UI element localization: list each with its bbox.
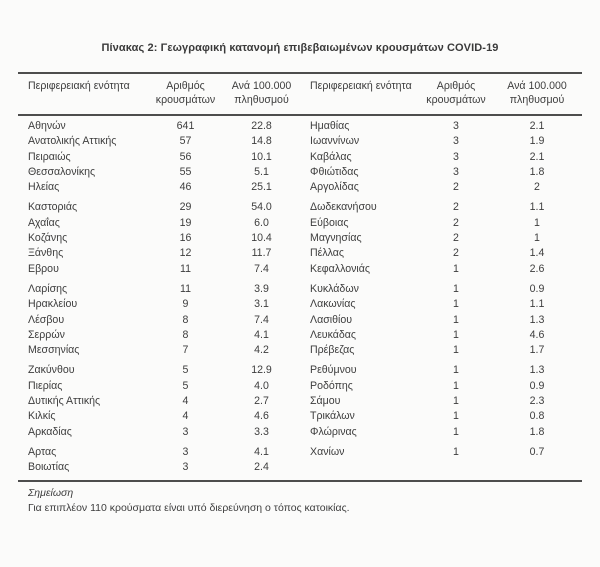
region-cell: Ξάνθης (28, 247, 64, 260)
table-row (18, 425, 582, 440)
table-row (18, 379, 582, 394)
cases-cell: 1 (453, 344, 459, 357)
per100k-cell: 3.9 (254, 282, 269, 295)
region-cell: Μαγνησίας (310, 232, 362, 245)
region-cell: Καστοριάς (28, 201, 78, 214)
header-cases-right-line2: κρουσμάτων (426, 93, 486, 106)
cases-cell: 29 (179, 201, 192, 214)
header-region-right: Περιφερειακή ενότητα (310, 80, 412, 92)
table-row (18, 297, 582, 312)
table-row (18, 246, 582, 261)
table-row (18, 180, 582, 195)
per100k-cell: 7.4 (254, 262, 269, 275)
table-row (18, 313, 582, 328)
cases-cell: 5 (182, 379, 189, 392)
cases-cell: 4 (182, 410, 189, 423)
cases-cell: 3 (453, 165, 459, 178)
cases-cell: 2 (453, 247, 459, 260)
per100k-cell: 1.4 (529, 247, 545, 260)
cases-cell: 11 (180, 262, 191, 275)
region-cell: Πειραιώς (28, 150, 71, 163)
cases-cell: 1 (453, 364, 459, 377)
cases-cell: 1 (453, 282, 459, 295)
note-section (18, 482, 582, 516)
note-label: Σημείωση (28, 486, 74, 499)
row-group (18, 200, 582, 276)
table-row (18, 409, 582, 424)
region-cell: Καβάλας (310, 150, 352, 163)
region-cell: Κοζάνης (28, 232, 68, 245)
per100k-cell: 2.6 (529, 262, 545, 275)
region-cell: Λέσβου (28, 313, 65, 326)
table-body (18, 116, 582, 482)
per100k-cell: 1.9 (529, 135, 545, 148)
region-cell: Αργολίδας (310, 181, 359, 194)
region-cell: Σερρών (28, 328, 65, 341)
row-group (18, 445, 582, 476)
cases-cell: 1 (453, 379, 459, 392)
cases-cell: 7 (182, 344, 189, 357)
cases-cell: 3 (182, 461, 189, 474)
covid-region-table (18, 72, 582, 516)
per100k-cell: 2.1 (529, 150, 545, 163)
per100k-cell: 2.7 (254, 395, 269, 408)
table-row (18, 134, 582, 149)
header-per100k-right (492, 80, 582, 107)
region-cell: Φλώρινας (310, 425, 357, 438)
table-row (18, 119, 582, 134)
region-cell: Ζακύνθου (28, 364, 75, 377)
per100k-cell: 4.1 (254, 328, 269, 341)
table-row (18, 216, 582, 231)
header-region-left: Περιφερειακή ενότητα (28, 80, 130, 92)
cases-cell: 3 (453, 120, 459, 132)
per100k-cell: 12.9 (251, 364, 272, 377)
per100k-cell: 6.0 (254, 216, 269, 229)
cases-cell: 1 (453, 395, 459, 408)
row-group (18, 282, 582, 358)
per100k-cell: 1.1 (529, 201, 545, 214)
cases-cell: 3 (182, 425, 189, 438)
per100k-cell: 2.3 (529, 395, 545, 408)
table-row (18, 343, 582, 358)
cases-cell: 11 (180, 282, 191, 295)
table-row (18, 282, 582, 297)
per100k-cell: 0.8 (529, 410, 545, 423)
header-cases-right (420, 80, 492, 107)
per100k-cell: 3.3 (254, 425, 269, 438)
region-cell: Θεσσαλονίκης (28, 165, 96, 178)
region-cell: Ροδόπης (310, 379, 353, 392)
table-row (18, 363, 582, 378)
row-group (18, 363, 582, 439)
table-row (18, 231, 582, 246)
cases-cell: 1 (453, 410, 459, 423)
region-cell: Ηλείας (28, 181, 60, 194)
per100k-cell: 1.8 (529, 425, 545, 438)
cases-cell: 3 (453, 150, 459, 163)
cases-cell: 46 (179, 181, 192, 194)
header-cases-left (148, 80, 223, 107)
cases-cell: 56 (179, 150, 192, 163)
cases-cell: 2 (453, 181, 459, 194)
region-cell: Αρκαδίας (28, 425, 72, 438)
table-row (18, 165, 582, 180)
region-cell: Ηρακλείου (28, 298, 78, 311)
per100k-cell: 11.7 (251, 247, 272, 260)
per100k-cell: 7.4 (254, 313, 269, 326)
cases-cell: 3 (182, 445, 189, 458)
region-cell: Λευκάδας (310, 328, 357, 341)
region-cell: Δωδεκανήσου (310, 201, 377, 214)
region-cell: Κιλκίς (28, 410, 56, 423)
per100k-cell: 1.3 (529, 313, 545, 326)
region-cell: Χανίων (310, 445, 345, 458)
per100k-cell: 1 (534, 232, 540, 245)
header-cases-left-line2: κρουσμάτων (155, 93, 216, 106)
region-cell: Εύβοιας (310, 216, 349, 229)
cases-cell: 19 (179, 216, 192, 229)
cases-cell: 2 (453, 232, 459, 245)
per100k-cell: 10.4 (251, 232, 272, 245)
per100k-cell: 10.1 (251, 150, 272, 163)
header-cases-left-line1: Αριθμός (166, 80, 205, 92)
per100k-cell: 3.1 (254, 298, 269, 311)
cases-cell: 8 (182, 328, 189, 341)
header-per100k-left-line2: πληθυσμού (234, 93, 289, 106)
region-cell: Σάμου (310, 395, 341, 408)
header-per100k-left-line1: Ανά 100.000 (231, 80, 292, 92)
region-cell: Λακωνίας (310, 298, 356, 311)
table-row (18, 150, 582, 165)
cases-cell: 3 (453, 135, 459, 148)
per100k-cell: 4.2 (254, 344, 269, 357)
table-row (18, 200, 582, 215)
region-cell: Αθηνών (28, 120, 66, 132)
header-per100k-right-line1: Ανά 100.000 (507, 80, 567, 92)
table-row (18, 445, 582, 460)
cases-cell: 1 (453, 298, 459, 311)
region-cell: Ανατολικής Αττικής (28, 135, 117, 148)
per100k-cell: 0.7 (529, 445, 545, 458)
per100k-cell: 1 (534, 216, 540, 229)
region-cell: Βοιωτίας (28, 461, 70, 474)
per100k-cell: 22.8 (251, 120, 272, 132)
cases-cell: 1 (453, 445, 459, 458)
cases-cell: 2 (453, 216, 459, 229)
per100k-cell: 1.7 (529, 344, 545, 357)
cases-cell: 9 (182, 298, 189, 311)
region-cell: Ιωαννίνων (310, 135, 360, 148)
table-row (18, 460, 582, 475)
table-row (18, 328, 582, 343)
header-cases-right-line1: Αριθμός (436, 80, 476, 92)
cases-cell: 16 (179, 232, 192, 245)
region-cell: Ρεθύμνου (310, 364, 357, 377)
region-cell: Λασιθίου (310, 313, 353, 326)
per100k-cell: 4.0 (254, 379, 269, 392)
header-per100k-right-line2: πληθυσμού (509, 93, 565, 106)
region-cell: Δυτικής Αττικής (28, 395, 101, 408)
cases-cell: 2 (453, 201, 459, 214)
cases-cell: 1 (453, 425, 459, 438)
cases-cell: 57 (179, 135, 192, 148)
region-cell: Πέλλας (310, 247, 345, 260)
cases-cell: 1 (453, 262, 459, 275)
per100k-cell: 1.1 (529, 298, 545, 311)
per100k-cell: 5.1 (254, 165, 269, 178)
region-cell: Κεφαλλονιάς (310, 262, 370, 275)
region-cell: Τρικάλων (310, 410, 355, 423)
cases-cell: 12 (179, 247, 192, 260)
per100k-cell: 25.1 (251, 181, 272, 194)
cases-cell: 8 (182, 313, 189, 326)
per100k-cell: 54.0 (251, 201, 272, 214)
header-per100k-left (223, 80, 300, 107)
row-group (18, 119, 582, 195)
region-cell: Κυκλάδων (310, 282, 359, 295)
note-text: Για επιπλέον 110 κρούσματα είναι υπό διερεύνηση ο τόπος κατοικίας. (28, 501, 350, 514)
per100k-cell: 4.6 (529, 328, 545, 341)
table-row (18, 394, 582, 409)
region-cell: Αχαΐας (28, 216, 60, 229)
cases-cell: 4 (182, 395, 189, 408)
region-cell: Πρέβεζας (310, 344, 355, 357)
cases-cell: 55 (179, 165, 192, 178)
region-cell: Αρτας (28, 445, 57, 458)
cases-cell: 5 (182, 364, 189, 377)
per100k-cell: 14.8 (251, 135, 272, 148)
table-row (18, 262, 582, 277)
per100k-cell: 2.4 (254, 461, 269, 474)
per100k-cell: 2.1 (529, 120, 545, 132)
region-cell: Εβρου (28, 262, 59, 275)
per100k-cell: 0.9 (529, 379, 545, 392)
per100k-cell: 0.9 (529, 282, 545, 295)
per100k-cell: 1.3 (529, 364, 545, 377)
per100k-cell: 1.8 (529, 165, 545, 178)
cases-cell: 641 (176, 120, 195, 132)
region-cell: Ημαθίας (310, 120, 350, 132)
region-cell: Μεσσηνίας (28, 344, 80, 357)
region-cell: Λαρίσης (28, 282, 68, 295)
table-header-row (18, 72, 582, 116)
region-cell: Πιερίας (28, 379, 63, 392)
per100k-cell: 2 (534, 181, 540, 194)
cases-cell: 1 (453, 313, 459, 326)
per100k-cell: 4.1 (254, 445, 269, 458)
region-cell: Φθιώτιδας (310, 165, 359, 178)
page-title: Πίνακας 2: Γεωγραφική κατανομή επιβεβαιωμένων κρουσμάτων COVID-19 (101, 42, 499, 54)
per100k-cell: 4.6 (254, 410, 269, 423)
cases-cell: 1 (453, 328, 459, 341)
